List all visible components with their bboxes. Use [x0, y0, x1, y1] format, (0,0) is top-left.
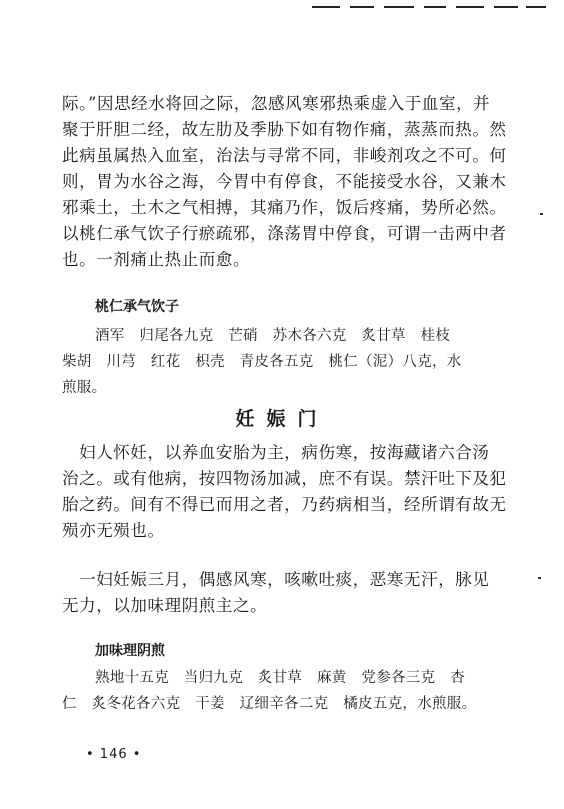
scan-speck [540, 213, 543, 215]
ingredient-line: 煎服。 [62, 380, 107, 396]
formula-title: 加味理阴煎 [95, 643, 165, 659]
page-number: • 146 • [86, 747, 142, 762]
scan-speck [538, 577, 541, 579]
text-line: 殒亦无殒也。 [62, 521, 165, 540]
top-border-mark [494, 6, 518, 8]
text-line: 此病虽属热入血室，治法与寻常不同，非峻剂攻之不可。何 [62, 146, 507, 165]
text-line: 则，胃为水谷之海，今胃中有停食，不能接受水谷，又兼木 [62, 172, 507, 191]
text-line: 治之。或有他病，按四物汤加减，庶不有误。禁汗吐下及犯 [62, 469, 507, 488]
section-title: 妊娠门 [235, 408, 329, 430]
top-border-mark [384, 6, 414, 8]
text-line: 妇人怀妊，以养血安胎为主，病伤寒，按海藏诸六合汤 [62, 443, 490, 462]
formula-title: 桃仁承气饮子 [95, 299, 179, 315]
text-line: 也。一剂痛止热止而愈。 [62, 250, 251, 269]
ingredient-line: 酒军 归尾各九克 芒硝 苏木各六克 炙甘草 桂枝 [95, 328, 451, 344]
top-border-mark [526, 6, 546, 8]
text-line: 以桃仁承气饮子行瘀疏邪，涤荡胃中停食，可谓一击两中者 [62, 224, 507, 243]
ingredient-line: 柴胡 川芎 红花 枳壳 青皮各五克 桃仁（泥）八克，水 [62, 354, 462, 370]
ingredient-line: 仁 炙冬花各六克 干姜 辽细辛各二克 橘皮五克，水煎服。 [62, 696, 477, 712]
text-line: 际。”因思经水将回之际，忽感风寒邪热乘虚入于血室，并 [62, 94, 491, 113]
top-border-mark [312, 6, 340, 8]
text-line: 胎之药。间有不得已而用之者，乃药病相当，经所谓有故无 [62, 495, 507, 514]
top-border-mark [350, 6, 374, 8]
text-line: 聚于肝胆二经，故左肋及季胁下如有物作痛，蒸蒸而热。然 [62, 120, 507, 139]
text-line: 无力，以加味理阴煎主之。 [62, 596, 268, 615]
text-line: 邪乘土，土木之气相搏，其痛乃作，饭后疼痛，势所必然。 [62, 198, 507, 217]
text-line: 一妇妊娠三月，偶感风寒，咳嗽吐痰，恶寒无汗，脉见 [62, 570, 490, 589]
top-border-mark [456, 6, 484, 8]
top-border-mark [424, 6, 446, 8]
ingredient-line: 熟地十五克 当归九克 炙甘草 麻黄 党参各三克 杏 [95, 670, 465, 686]
